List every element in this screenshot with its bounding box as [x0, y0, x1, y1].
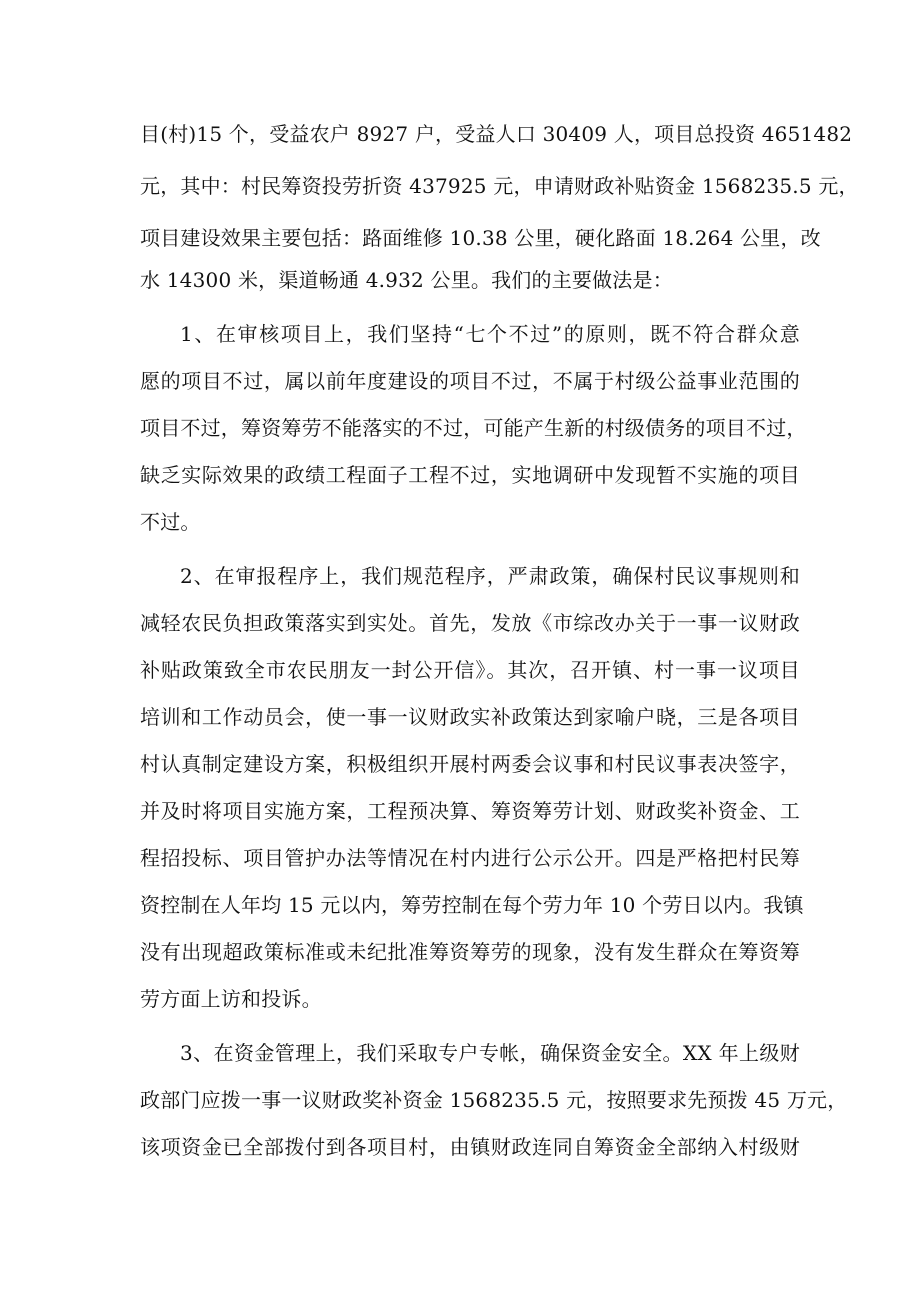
text-line: 政部门应拨一事一议财政奖补资金 1568235.5 元，按照要求先预拨 45 万元， [140, 1088, 848, 1112]
text-line: 该项资金已全部拨付到各项目村，由镇财政连同自筹资金全部纳入村级财 [140, 1135, 800, 1159]
text-line: 目(村)15 个，受益农户 8927 户，受益人口 30409 人，项目总投资 4651482 [140, 122, 853, 146]
paragraph-3-first-line: 3、在资金管理上，我们采取专户专帐，确保资金安全。XX 年上级财 [180, 1041, 800, 1065]
text-line: 村认真制定建设方案，积极组织开展村两委会议事和村民议事表决签字， [140, 752, 800, 776]
text-line: 没有出现超政策标准或未纪批准筹资筹劳的现象，没有发生群众在筹资筹 [140, 940, 800, 964]
text-line: 缺乏实际效果的政绩工程面子工程不过，实地调研中发现暂不实施的项目 [140, 463, 800, 487]
text-line: 愿的项目不过，属以前年度建设的项目不过，不属于村级公益事业范围的 [140, 369, 800, 393]
text-line: 补贴政策致全市农民朋友一封公开信》。其次，召开镇、村一事一议项目 [140, 658, 800, 682]
text-line: 劳方面上访和投诉。 [140, 987, 322, 1011]
text-line: 减轻农民负担政策落实到实处。首先，发放《市综改办关于一事一议财政 [140, 611, 800, 635]
text-line: 培训和工作动员会，使一事一议财政实补政策达到家喻户晓，三是各项目 [140, 705, 800, 729]
text-line: 项目不过，筹资筹劳不能落实的不过，可能产生新的村级债务的项目不过， [140, 416, 807, 440]
text-line: 程招投标、项目管护办法等情况在村内进行公示公开。四是严格把村民筹 [140, 846, 800, 870]
text-line: 并及时将项目实施方案，工程预决算、筹资筹劳计划、财政奖补资金、工 [140, 799, 800, 823]
paragraph-1-first-line: 1、在审核项目上，我们坚持“七个不过”的原则，既不符合群众意 [180, 322, 800, 346]
text-line: 项目建设效果主要包括：路面维修 10.38 公里，硬化路面 18.264 公里，改 [140, 226, 821, 250]
text-line: 水 14300 米，渠道畅通 4.932 公里。我们的主要做法是： [140, 268, 673, 292]
text-line: 不过。 [140, 510, 201, 534]
paragraph-2-first-line: 2、在审报程序上，我们规范程序，严肃政策，确保村民议事规则和 [180, 564, 800, 588]
text-line: 元，其中：村民筹资投劳折资 437925 元，申请财政补贴资金 1568235.5 元， [140, 174, 859, 198]
text-line: 资控制在人年均 15 元以内，筹劳控制在每个劳力年 10 个劳日以内。我镇 [140, 893, 804, 917]
